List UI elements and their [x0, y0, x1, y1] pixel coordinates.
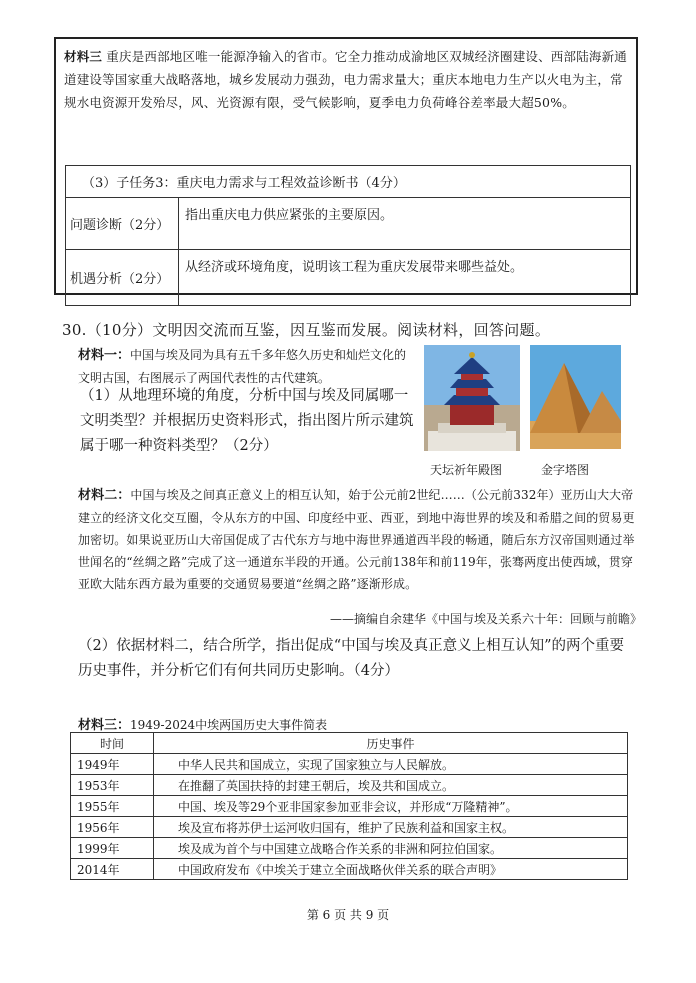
sub-question-2: （2）依据材料二，结合所学，指出促成“中国与埃及真正意义上相互认知”的两个重要历史事件，并分析它们有何共同历史影响。（4分） — [78, 638, 625, 679]
task3-row-text: 指出重庆电力供应紧张的主要原因。 — [179, 198, 631, 250]
material3b-label: 材料三： — [78, 718, 131, 733]
material3-box — [54, 37, 638, 295]
caption-temple: 天坛祈年殿图 — [430, 463, 503, 477]
events-table — [70, 732, 628, 880]
task3-header: （3）子任务3：重庆电力需求与工程效益诊断书（4分） — [66, 166, 631, 198]
pyramid-image — [530, 345, 621, 449]
caption-pyramid: 金字塔图 — [541, 463, 590, 477]
task3-row-label: 机遇分析（2分） — [66, 250, 179, 306]
event-text: 在推翻了英国扶持的封建王朝后，埃及共和国成立。 — [154, 775, 628, 796]
table-row — [71, 754, 628, 775]
task3-row-label: 问题诊断（2分） — [66, 198, 179, 250]
table-row — [71, 796, 628, 817]
material2-label: 材料二： — [78, 488, 131, 503]
material2-text: 中国与埃及之间真正意义上的相互认知，始于公元前2世纪……（公元前332年）亚历山大大帝建立的经济文化交互圈，令从东方的中国、印度经中亚、西亚，到地中海世界的埃及和希腊之间的贸易更加密切。如果说亚历山大帝国促成了古代东方与地中海世界通道西半段的畅通，随后东方汉帝国则通过举世闻名的“丝绸之路”完成了这一通道东半段的开通。公元前138年和前119年，张骞两度出使西域，贯穿亚欧大陆东西方最为重要的交通贸易要道“丝绸之路”逐渐形成。 — [78, 488, 635, 591]
question-30-title: 30.（10分）文明因交流而互鉴，因互鉴而发展。阅读材料，回答问题。 — [62, 321, 551, 339]
event-text: 中国、埃及等29个亚非国家参加亚非会议，并形成“万隆精神”。 — [154, 796, 628, 817]
event-year: 1955年 — [71, 796, 154, 817]
events-header-time: 时间 — [71, 733, 154, 754]
event-text: 埃及成为首个与中国建立战略合作关系的非洲和阿拉伯国家。 — [154, 838, 628, 859]
temple-of-heaven-image — [424, 345, 520, 451]
material1-text: 中国与埃及同为具有五千多年悠久历史和灿烂文化的文明古国，右图展示了两国代表性的古代建筑。 — [78, 348, 407, 385]
material3-paragraph — [64, 45, 630, 114]
event-text: 中华人民共和国成立，实现了国家独立与人民解放。 — [154, 754, 628, 775]
table-row — [71, 859, 628, 880]
event-text: 中国政府发布《中埃关于建立全面战略伙伴关系的联合声明》 — [154, 859, 628, 880]
sub-question-1: （1）从地理环境的角度，分析中国与埃及同属哪一文明类型？并根据历史资料形式，指出图片所示建筑属于哪一种资料类型？（2分） — [80, 388, 414, 454]
material2-source: ——摘编自余建华《中国与埃及关系六十年：回顾与前瞻》 — [330, 612, 643, 626]
page-footer: 第 6 页 共 9 页 — [306, 908, 390, 922]
events-header-event: 历史事件 — [154, 733, 628, 754]
event-year: 1956年 — [71, 817, 154, 838]
event-year: 1999年 — [71, 838, 154, 859]
table-row — [71, 838, 628, 859]
event-text: 埃及宣布将苏伊士运河收归国有，维护了民族利益和国家主权。 — [154, 817, 628, 838]
material1-label: 材料一： — [78, 348, 131, 363]
task3-row-text: 从经济或环境角度，说明该工程为重庆发展带来哪些益处。 — [179, 250, 631, 306]
material2-paragraph — [78, 484, 638, 595]
material1-paragraph — [78, 344, 418, 389]
material3-heading — [78, 714, 327, 733]
table-row — [71, 775, 628, 796]
event-year: 1953年 — [71, 775, 154, 796]
task3-table — [65, 165, 631, 306]
event-year: 1949年 — [71, 754, 154, 775]
material3-text: 重庆是西部地区唯一能源净输入的省市。它全力推动成渝地区双城经济圈建设、西部陆海新通道建设等国家重大战略落地，城乡发展动力强劲，电力需求量大；重庆本地电力生产以火电为主，常规水电资源开发殆尽，风、光资源有限，受气候影响，夏季电力负荷峰谷差率最大超50%。 — [64, 49, 627, 110]
material3b-title: 1949-2024中埃两国历史大事件简表 — [130, 718, 328, 732]
table-row — [71, 817, 628, 838]
event-year: 2014年 — [71, 859, 154, 880]
material3-label: 材料三 — [64, 49, 103, 64]
